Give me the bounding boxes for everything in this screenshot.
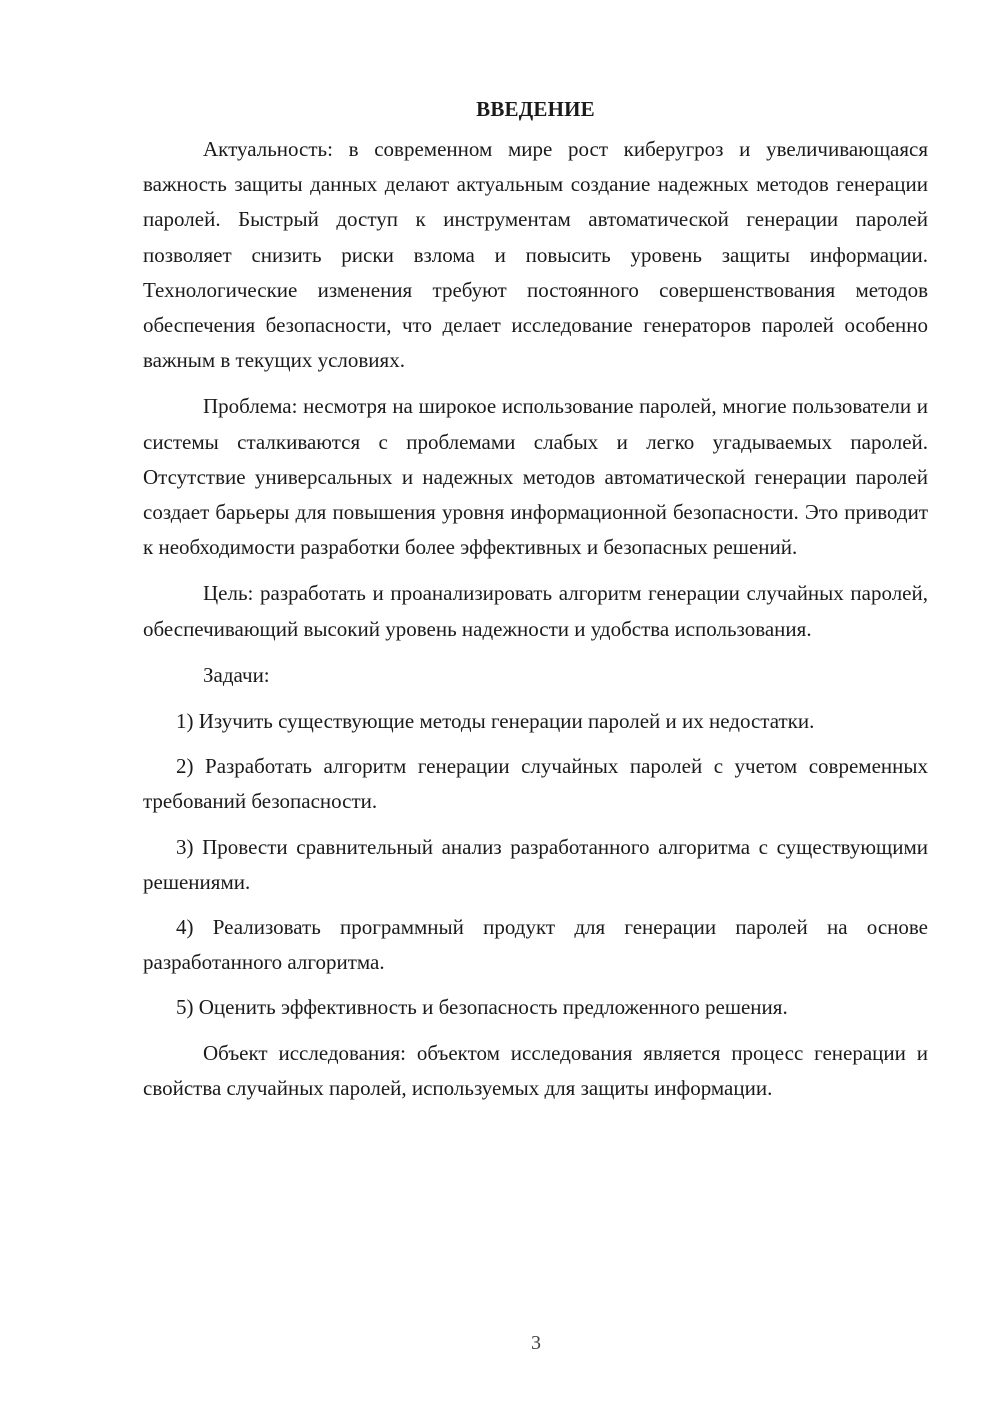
page-number: 3 bbox=[531, 1332, 541, 1354]
section-heading: ВВЕДЕНИЕ bbox=[476, 97, 595, 121]
task-item: 3) Провести сравнительный анализ разработанного алгоритма с существующими решениями. bbox=[143, 834, 928, 894]
page-content bbox=[143, 92, 928, 1117]
task-item: 5) Оценить эффективность и безопасность предложенного решения. bbox=[176, 995, 788, 1020]
tasks-label: Задачи: bbox=[203, 662, 270, 687]
tasks-list bbox=[143, 704, 928, 1026]
relevance-paragraph: Актуальность: в современном мире рост киберугроз и увеличивающаяся важность защиты данных делают актуальным создание надежных методов генерации паролей. Быстрый доступ к инструментам автоматической генерации паролей позволяет снизить риски взлома и повысить уровень защиты информации. Технологические изменения требуют постоянного совершенствования методов обеспечения безопасности, что делает исследование генераторов паролей особенно важным в текущих условиях. bbox=[143, 137, 928, 373]
object-paragraph: Объект исследования: объектом исследования является процесс генерации и свойства случайных паролей, используемых для защиты информации. bbox=[143, 1040, 928, 1100]
task-item: 1) Изучить существующие методы генерации паролей и их недостатки. bbox=[176, 709, 815, 734]
task-item: 2) Разработать алгоритм генерации случайных паролей с учетом современных требований безопасности. bbox=[143, 754, 928, 814]
goal-paragraph: Цель: разработать и проанализировать алгоритм генерации случайных паролей, обеспечивающий высокий уровень надежности и удобства использования. bbox=[143, 581, 928, 641]
task-item: 4) Реализовать программный продукт для генерации паролей на основе разработанного алгоритма. bbox=[143, 915, 928, 975]
problem-paragraph: Проблема: несмотря на широкое использование паролей, многие пользователи и системы сталкиваются с проблемами слабых и легко угадываемых паролей. Отсутствие универсальных и надежных методов автоматической генерации паролей создает барьеры для повышения уровня информационной безопасности. Это приводит к необходимости разработки более эффективных и безопасных решений. bbox=[143, 394, 928, 560]
